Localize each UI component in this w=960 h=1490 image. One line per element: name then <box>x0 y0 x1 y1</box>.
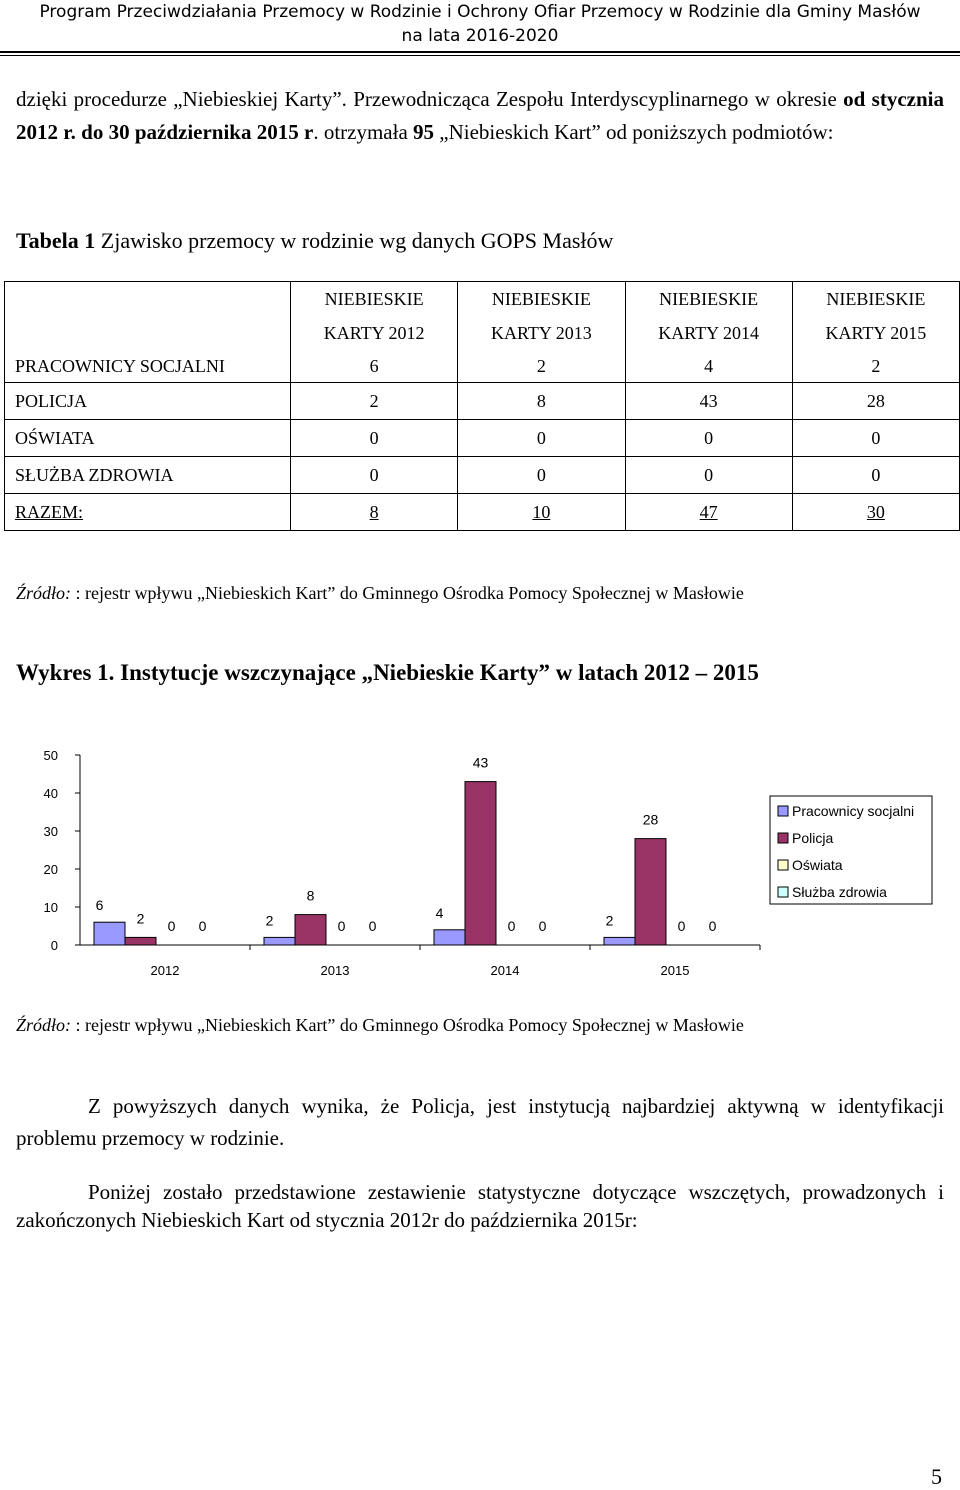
table-caption-label: Tabela 1 <box>16 228 96 253</box>
table-cell: 43 <box>625 383 792 420</box>
bar <box>434 930 465 945</box>
y-tick-label: 50 <box>43 748 58 763</box>
y-tick-label: 30 <box>43 824 58 839</box>
data-label: 2 <box>136 910 145 927</box>
row-label: OŚWIATA <box>5 420 291 457</box>
table-cell: 0 <box>291 457 458 494</box>
table-row <box>5 383 960 420</box>
bar-chart <box>30 740 940 990</box>
legend-label: Służba zdrowia <box>792 884 887 900</box>
row-label: RAZEM: <box>5 494 291 531</box>
table-caption-text: Zjawisko przemocy w rodzinie wg danych GOPS Masłów <box>95 228 614 253</box>
x-tick-label: 2013 <box>320 963 350 978</box>
legend-swatch <box>778 833 788 843</box>
table-cell: 8 <box>458 383 625 420</box>
table-cell: 0 <box>458 420 625 457</box>
table-header-2015: NIEBIESKIE KARTY 2015 <box>792 282 959 351</box>
table-corner-cell <box>5 282 291 351</box>
table-row <box>5 350 960 383</box>
x-tick-label: 2012 <box>150 963 180 978</box>
intro-paragraph <box>16 83 944 149</box>
y-tick-label: 40 <box>43 786 58 801</box>
data-label: 0 <box>507 918 516 934</box>
chart-title: Wykres 1. Instytucje wszczynające „Niebieskie Karty” w latach 2012 – 2015 <box>16 660 759 685</box>
table-cell: 0 <box>792 420 959 457</box>
table-row <box>5 457 960 494</box>
header-divider-thin <box>0 55 960 56</box>
bar <box>125 937 156 945</box>
table-cell: 0 <box>458 457 625 494</box>
data-label: 0 <box>677 918 686 934</box>
table-cell: 2 <box>792 350 959 383</box>
table-row <box>5 420 960 457</box>
page-number: 5 <box>931 1464 942 1489</box>
bar <box>635 839 666 945</box>
table-cell: 47 <box>625 494 792 531</box>
data-label: 2 <box>605 912 614 929</box>
data-label: 8 <box>306 887 315 904</box>
data-label: 0 <box>337 918 346 934</box>
intro-period: od stycznia 2012 r. do 30 października 2015 r <box>16 87 944 144</box>
table-caption <box>16 228 613 254</box>
y-tick-label: 20 <box>43 862 58 877</box>
data-label: 0 <box>708 918 717 934</box>
chart-source-note <box>16 1015 744 1036</box>
bar <box>604 937 635 945</box>
table-header-2012: NIEBIESKIE KARTY 2012 <box>291 282 458 351</box>
bar <box>264 937 295 945</box>
source-label: Źródło: <box>16 583 72 603</box>
header-period: na lata 2016-2020 <box>401 26 559 46</box>
legend-label: Policja <box>792 830 834 846</box>
data-label: 0 <box>538 918 547 934</box>
header-title: Program Przeciwdziałania Przemocy w Rodzinie i Ochrony Ofiar Przemocy w Rodzinie dla Gminy Masłów <box>39 2 921 22</box>
row-label: SŁUŻBA ZDROWIA <box>5 457 291 494</box>
intro-text-3: „Niebieskich Kart” od poniższych podmiotów: <box>434 120 834 144</box>
document-header <box>0 0 960 48</box>
table-cell: 0 <box>625 457 792 494</box>
y-tick-label: 10 <box>43 900 58 915</box>
table-cell: 2 <box>291 383 458 420</box>
table-cell: 30 <box>792 494 959 531</box>
table-cell: 6 <box>291 350 458 383</box>
table-header-row <box>5 282 960 351</box>
table-cell: 2 <box>458 350 625 383</box>
data-label: 43 <box>472 754 489 771</box>
source-text: : rejestr wpływu „Niebieskich Kart” do Gminnego Ośrodka Pomocy Społecznej w Masłowie <box>71 583 744 603</box>
table-header-2014: NIEBIESKIE KARTY 2014 <box>625 282 792 351</box>
table-cell: 0 <box>291 420 458 457</box>
table-total-row <box>5 494 960 531</box>
data-label: 0 <box>167 918 176 934</box>
bar <box>94 922 125 945</box>
bar <box>465 782 496 945</box>
data-label: 0 <box>368 918 377 934</box>
source-text: : rejestr wpływu „Niebieskich Kart” do Gminnego Ośrodka Pomocy Społecznej w Masłowie <box>71 1015 744 1035</box>
bar <box>295 915 326 945</box>
summary-intro-paragraph: Poniżej zostało przedstawione zestawienie statystyczne dotyczące wszczętych, prowadzonych i zakończonych Niebieskich Kart od stycznia 2012r do października 2015r: <box>16 1180 944 1232</box>
header-divider <box>0 51 960 53</box>
table-source-note <box>16 583 744 604</box>
legend-swatch <box>778 860 788 870</box>
table-cell: 10 <box>458 494 625 531</box>
table-cell: 8 <box>291 494 458 531</box>
intro-text-2: . otrzymała <box>313 120 414 144</box>
data-label: 28 <box>642 811 659 828</box>
table-cell: 4 <box>625 350 792 383</box>
source-label: Źródło: <box>16 1015 72 1035</box>
table-header-2013: NIEBIESKIE KARTY 2013 <box>458 282 625 351</box>
legend-swatch <box>778 887 788 897</box>
y-tick-label: 0 <box>50 938 58 953</box>
legend-swatch <box>778 806 788 816</box>
conclusion-paragraph: Z powyższych danych wynika, że Policja, jest instytucją najbardziej aktywną w identyfikacji problemu przemocy w rodzinie. <box>16 1094 944 1150</box>
legend-label: Oświata <box>792 857 843 873</box>
row-label: POLICJA <box>5 383 291 420</box>
intro-count: 95 <box>413 120 435 144</box>
blue-cards-table <box>4 281 960 531</box>
data-label: 6 <box>95 897 104 914</box>
data-label: 4 <box>435 904 444 921</box>
table-cell: 0 <box>625 420 792 457</box>
data-label: 2 <box>265 912 274 929</box>
x-tick-label: 2014 <box>490 963 520 978</box>
x-tick-label: 2015 <box>660 963 690 978</box>
row-label: PRACOWNICY SOCJALNI <box>5 350 291 383</box>
intro-text-1: dzięki procedurze „Niebieskiej Karty”. Przewodnicząca Zespołu Interdyscyplinarnego w okresie <box>16 87 844 111</box>
table-cell: 0 <box>792 457 959 494</box>
legend-label: Pracownicy socjalni <box>792 803 915 819</box>
table-cell: 28 <box>792 383 959 420</box>
data-label: 0 <box>198 918 207 934</box>
